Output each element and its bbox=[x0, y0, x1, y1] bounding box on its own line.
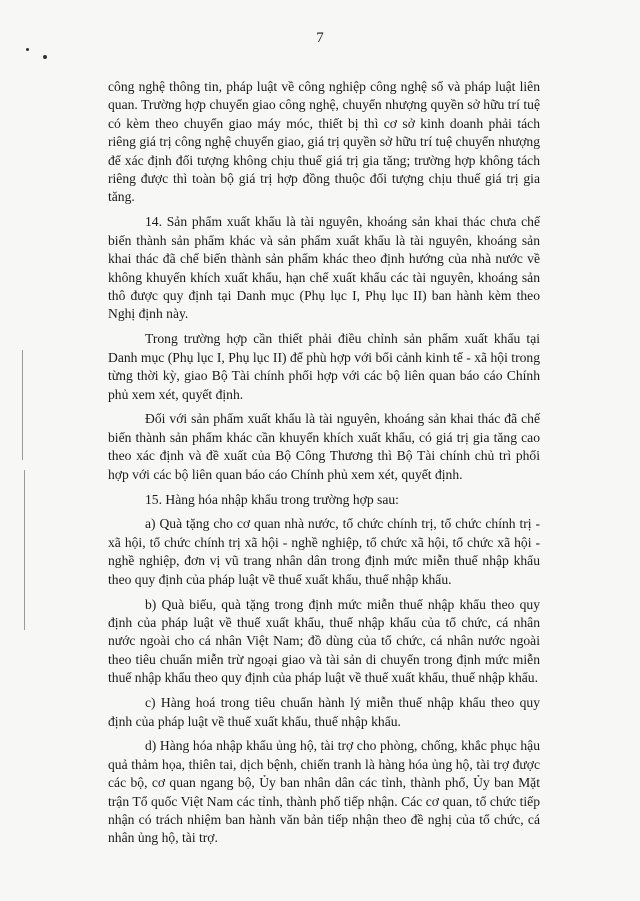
paragraph-item-14: 14. Sản phẩm xuất khẩu là tài nguyên, khoáng sản khai thác chưa chế biến thành sản phẩm khác và sản phẩm xuất khẩu là tài nguyên, khoáng sản khai thác đã chế biến thành sản phẩm khác theo định hướng của nhà nước về không khuyến khích xuất khẩu, hạn chế xuất khẩu các tài nguyên, khoáng sản thô được quy định tại Danh mục (Phụ lục I, Phụ lục II) ban hành kèm theo Nghị định này. bbox=[108, 214, 540, 322]
scan-speck bbox=[26, 48, 29, 51]
paragraph: Đối với sản phẩm xuất khẩu là tài nguyên, khoáng sản khai thác đã chế biến thành sản phẩm khác cần khuyến khích xuất khẩu, có giá trị gia tăng cao theo xác định và đề xuất của Bộ Công Thương thì Bộ Tài chính chủ trì phối hợp với các bộ liên quan báo cáo Chính phủ xem xét, quyết định. bbox=[108, 411, 540, 482]
paragraph-item-15b: b) Quà biếu, quà tặng trong định mức miễn thuế nhập khẩu theo quy định của pháp luật về thuế xuất khẩu, thuế nhập khẩu của tổ chức, cá nhân nước ngoài cho cá nhân Việt Nam; đồ dùng của tổ chức, cá nhân nước ngoài theo tiêu chuẩn miễn trừ ngoại giao và tài sản di chuyển trong định mức miễn thuế nhập khẩu theo quy định của pháp luật về thuế xuất khẩu, thuế nhập khẩu. bbox=[108, 596, 540, 686]
paragraph-item-15a: a) Quà tặng cho cơ quan nhà nước, tổ chức chính trị, tổ chức chính trị - xã hội, tổ chức chính trị xã hội - nghề nghiệp, tổ chức xã hội, tổ chức xã hội - nghề nghiệp, đơn vị vũ trang nhân dân trong định mức miễn thuế nhập khẩu theo quy định của pháp luật về thuế xuất khẩu, thuế nhập khẩu. bbox=[108, 516, 540, 587]
paragraph: Trong trường hợp cần thiết phải điều chỉnh sản phẩm xuất khẩu tại Danh mục (Phụ lục I, Phụ lục II) để phù hợp với bối cảnh kinh tế - xã hội trong từng thời kỳ, giao Bộ Tài chính phối hợp với các bộ liên quan báo cáo Chính phủ xem xét, quyết định. bbox=[108, 331, 540, 402]
paragraph-item-15c: c) Hàng hoá trong tiêu chuẩn hành lý miễn thuế nhập khẩu theo quy định của pháp luật về thuế xuất khẩu, thuế nhập khẩu. bbox=[108, 695, 540, 729]
paragraph-item-15: 15. Hàng hóa nhập khẩu trong trường hợp sau: bbox=[145, 491, 399, 507]
scan-margin-line bbox=[24, 470, 25, 630]
scan-speck bbox=[43, 55, 47, 59]
paragraph-continuation: công nghệ thông tin, pháp luật về công nghiệp công nghệ số và pháp luật liên quan. Trường hợp chuyển giao công nghệ, chuyển nhượng quyền sở hữu trí tuệ có kèm theo chuyển giao máy móc, thiết bị thì cơ sở kinh doanh phải tách riêng giá trị công nghệ chuyển giao, giá trị quyền sở hữu trí tuệ chuyển nhượng để xác định đối tượng không chịu thuế giá trị gia tăng; trường hợp không tách riêng được thì toàn bộ giá trị hợp đồng thuộc đối tượng chịu thuế giá trị gia tăng. bbox=[108, 79, 540, 205]
scan-margin-line bbox=[22, 350, 23, 460]
page-number: 7 bbox=[316, 30, 324, 46]
document-body bbox=[108, 78, 540, 854]
paragraph-item-15d: d) Hàng hóa nhập khẩu ủng hộ, tài trợ cho phòng, chống, khắc phục hậu quả thảm họa, thiên tai, dịch bệnh, chiến tranh là hàng hóa ủng hộ, tài trợ được các bộ, cơ quan ngang bộ, Ủy ban nhân dân các tỉnh, thành phố, Ủy ban Mặt trận Tổ quốc Việt Nam các tỉnh, thành phố tiếp nhận. Các cơ quan, tổ chức tiếp nhận có trách nhiệm ban hành văn bản tiếp nhận theo đề nghị của tổ chức, cá nhân ủng hộ, tài trợ. bbox=[108, 738, 540, 846]
